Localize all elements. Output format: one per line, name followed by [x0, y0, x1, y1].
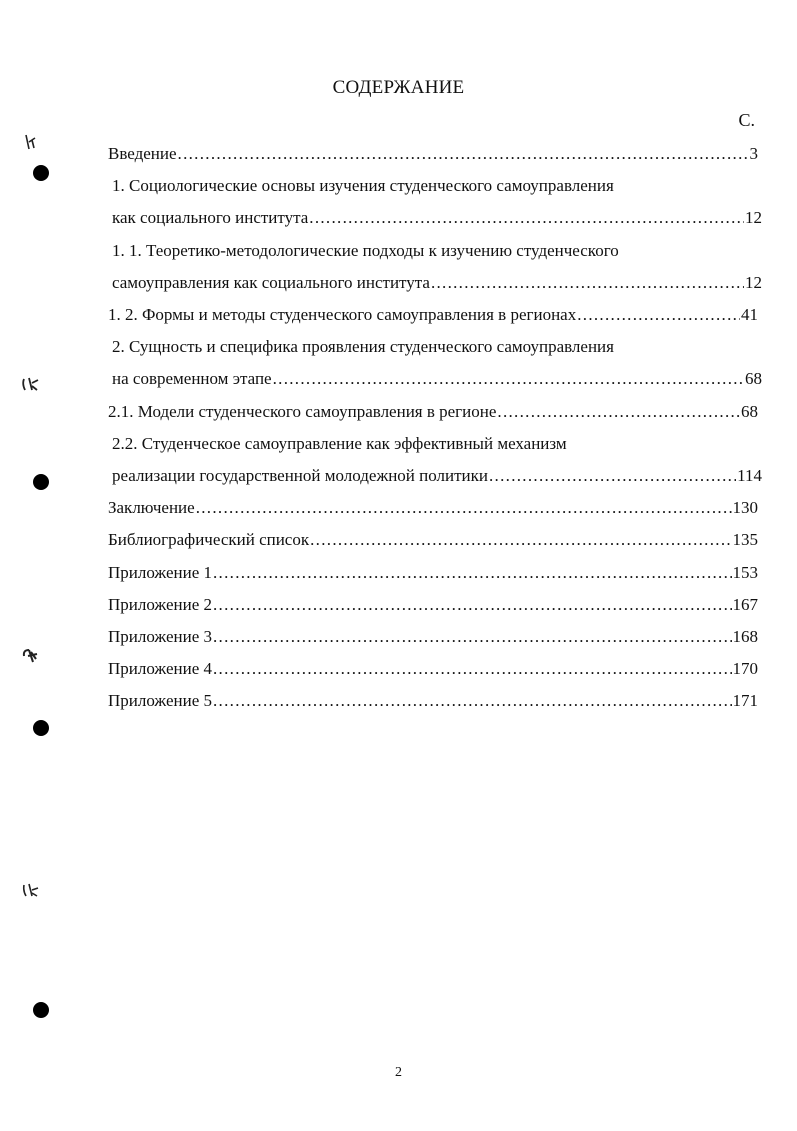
- toc-entry: [112, 241, 762, 293]
- dot-leader: [309, 208, 744, 228]
- dot-leader: [310, 530, 731, 550]
- toc-entry: [108, 305, 758, 325]
- toc-entry-text: как социального института: [112, 208, 309, 228]
- toc-page-number: 168: [732, 627, 758, 646]
- scan-mark-icon: [20, 132, 42, 152]
- scan-mark-icon: [20, 646, 42, 666]
- scan-mark-icon: [20, 880, 42, 900]
- toc-page-number: 170: [732, 659, 758, 679]
- toc-page-number: 153: [732, 562, 758, 582]
- punch-hole: [33, 720, 49, 736]
- page-number: 2: [395, 1065, 402, 1080]
- toc-entry: [108, 595, 758, 615]
- toc-entry-text: Приложение 5: [108, 691, 212, 711]
- dot-leader: [178, 144, 749, 164]
- punch-hole: [33, 474, 49, 490]
- toc-entry-text: Приложение 4: [108, 659, 212, 679]
- toc-page-number: 114: [737, 465, 762, 485]
- toc-entry: [108, 691, 758, 711]
- toc-entry-text: 2. Сущность и специфика проявления студенческого самоуправления: [112, 337, 614, 357]
- toc-entry: [108, 563, 758, 583]
- toc-entry-text: 2.1. Модели студенческого самоуправления в регионе: [108, 401, 497, 421]
- toc-entry: [112, 434, 762, 486]
- toc-entry-text: на современном этапе: [112, 369, 272, 389]
- dot-leader: [489, 466, 736, 486]
- toc-page-number: 130: [732, 498, 758, 518]
- toc-entry-text: 1. 2. Формы и методы студенческого самоуправления в регионах: [108, 305, 577, 324]
- toc-entry-text: самоуправления как социального института: [112, 272, 430, 292]
- toc-entry-text: Приложение 3: [108, 627, 212, 646]
- toc-entry-text: 1. Социологические основы изучения студенческого самоуправления: [112, 176, 614, 196]
- toc-entry-text: 2.2. Студенческое самоуправление как эффективный механизм: [112, 433, 567, 453]
- dot-leader: [431, 273, 744, 293]
- toc-page-number: 68: [741, 401, 758, 421]
- dot-leader: [213, 659, 732, 679]
- toc-page-number: 41: [741, 305, 758, 324]
- toc-entry-text: Приложение 2: [108, 594, 212, 614]
- dot-leader: [497, 402, 740, 422]
- toc-page-number: 171: [732, 691, 758, 711]
- toc-entry-text: 1. 1. Теоретико-методологические подходы к изучению студенческого: [112, 240, 619, 260]
- page-title: СОДЕРЖАНИЕ: [332, 77, 465, 98]
- toc-entry: [112, 176, 762, 228]
- toc-entry: [112, 337, 762, 389]
- toc-entry-text: Библиографический список: [108, 530, 310, 550]
- page-column-label: С.: [738, 110, 755, 130]
- toc-entry: [108, 627, 758, 647]
- toc-page-number: 135: [732, 530, 758, 550]
- toc-entry: [108, 498, 758, 518]
- toc-entry: [108, 144, 758, 164]
- toc-entry: [108, 659, 758, 679]
- toc-page-number: 12: [745, 208, 762, 228]
- toc-entry-text: Приложение 1: [108, 562, 212, 582]
- toc-entry: [108, 402, 758, 422]
- dot-leader: [213, 563, 732, 583]
- toc-entry-text: Заключение: [108, 498, 195, 518]
- toc-entry-text: Введение: [108, 144, 177, 163]
- scan-mark-icon: [20, 374, 42, 394]
- toc-page-number: 68: [745, 369, 762, 389]
- dot-leader: [577, 305, 740, 325]
- dot-leader: [273, 369, 744, 389]
- toc-page-number: 167: [732, 594, 758, 614]
- dot-leader: [213, 691, 732, 711]
- toc-page-number: 3: [749, 144, 758, 163]
- toc-entry: [108, 530, 758, 550]
- punch-hole: [33, 165, 49, 181]
- toc-page-number: 12: [745, 272, 762, 292]
- dot-leader: [213, 595, 732, 615]
- toc-entry-text: реализации государственной молодежной политики: [112, 465, 488, 485]
- dot-leader: [213, 627, 732, 647]
- dot-leader: [196, 498, 732, 518]
- punch-hole: [33, 1002, 49, 1018]
